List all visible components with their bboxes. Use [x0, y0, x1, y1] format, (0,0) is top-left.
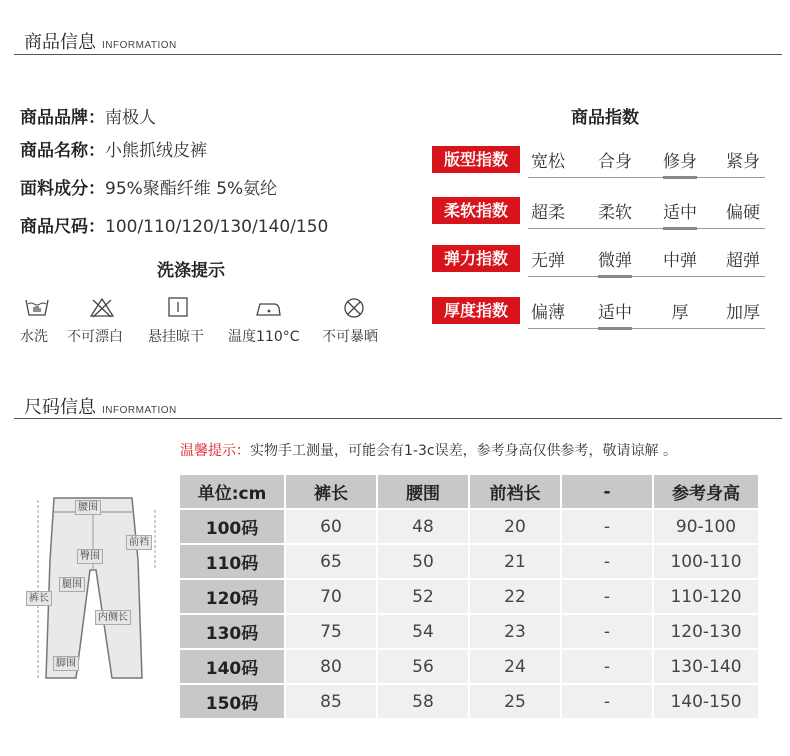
- table-cell: 24: [469, 649, 561, 684]
- divider: [14, 418, 782, 419]
- table-cell: 23: [469, 614, 561, 649]
- table-cell: -: [561, 509, 653, 544]
- table-row: [179, 614, 759, 649]
- table-header-row: [179, 474, 759, 509]
- index-option: 超柔: [531, 203, 565, 223]
- table-cell: 25: [469, 684, 561, 719]
- no-bleach-icon: [89, 296, 115, 318]
- index-option: 合身: [598, 152, 632, 172]
- index-option: 修身: [663, 152, 697, 172]
- iron-icon: [254, 298, 282, 318]
- size-label-cell: 110码: [179, 544, 285, 579]
- index-option: 无弹: [531, 251, 565, 271]
- table-cell: 110-120: [653, 579, 759, 614]
- table-row: [179, 649, 759, 684]
- wash-label: 不可暴晒: [322, 329, 378, 345]
- section-subtitle: INFORMATION: [102, 40, 177, 51]
- table-cell: 140-150: [653, 684, 759, 719]
- table-header: 参考身高: [653, 474, 759, 509]
- measurement-tip: [180, 440, 677, 460]
- section-subtitle: INFORMATION: [102, 405, 177, 416]
- index-tag: 厚度指数: [432, 297, 520, 324]
- index-option: 适中: [663, 203, 697, 223]
- size-label-cell: 130码: [179, 614, 285, 649]
- hang-dry-icon: [167, 296, 189, 318]
- index-option: 适中: [598, 303, 632, 323]
- table-cell: -: [561, 684, 653, 719]
- table-cell: 52: [377, 579, 469, 614]
- table-cell: -: [561, 614, 653, 649]
- pants-label-front-rise: 前裆: [126, 535, 152, 550]
- index-option: 微弹: [598, 251, 632, 271]
- size-label-cell: 150码: [179, 684, 285, 719]
- table-cell: -: [561, 579, 653, 614]
- index-baseline: [528, 177, 765, 178]
- table-cell: 120-130: [653, 614, 759, 649]
- indices-title: 商品指数: [571, 108, 639, 128]
- index-baseline: [528, 228, 765, 229]
- section-title: 尺码信息: [24, 397, 96, 418]
- table-cell: 130-140: [653, 649, 759, 684]
- table-cell: 58: [377, 684, 469, 719]
- size-table: [178, 473, 760, 720]
- index-tag: 版型指数: [432, 146, 520, 173]
- pants-label-waist: 腰围: [75, 500, 101, 515]
- table-cell: 60: [285, 509, 377, 544]
- index-option: 超弹: [726, 251, 760, 271]
- index-tag: 柔软指数: [432, 197, 520, 224]
- info-material: 面料成分：95%聚酯纤维 5%氨纶: [20, 179, 278, 199]
- section-header-size-info: [24, 393, 177, 419]
- pants-label-hip: 臀围: [77, 549, 103, 564]
- index-selected-marker: [598, 275, 632, 278]
- index-option: 厚: [671, 303, 689, 323]
- pants-label-length: 裤长: [26, 591, 52, 606]
- table-cell: 20: [469, 509, 561, 544]
- table-header: 裤长: [285, 474, 377, 509]
- tip-text: 实物手工测量，可能会有1-3c误差，参考身高仅供参考，敬请谅解 。: [250, 443, 678, 459]
- index-option: 偏薄: [531, 303, 565, 323]
- table-cell: 21: [469, 544, 561, 579]
- table-cell: -: [561, 649, 653, 684]
- section-title: 商品信息: [24, 32, 96, 53]
- table-row: [179, 509, 759, 544]
- index-option: 柔软: [598, 203, 632, 223]
- size-label-cell: 140码: [179, 649, 285, 684]
- wash-label: 不可漂白: [67, 329, 123, 345]
- table-header: 单位:cm: [179, 474, 285, 509]
- index-selected-marker: [663, 176, 697, 179]
- no-sun-icon: [342, 296, 366, 320]
- table-row: [179, 579, 759, 614]
- index-option: 中弹: [663, 251, 697, 271]
- tip-label: 温馨提示：: [180, 443, 250, 459]
- table-cell: 22: [469, 579, 561, 614]
- wash-label: 悬挂晾干: [148, 329, 204, 345]
- info-name: 商品名称：小熊抓绒皮裤: [20, 141, 207, 161]
- size-label-cell: 120码: [179, 579, 285, 614]
- table-cell: 80: [285, 649, 377, 684]
- info-sizes: 商品尺码：100/110/120/130/140/150: [20, 217, 329, 237]
- table-cell: 54: [377, 614, 469, 649]
- index-selected-marker: [598, 327, 632, 330]
- table-header: -: [561, 474, 653, 509]
- wash-label: 水洗: [20, 329, 48, 345]
- size-label-cell: 100码: [179, 509, 285, 544]
- table-cell: 65: [285, 544, 377, 579]
- pants-label-hem: 脚围: [53, 656, 79, 671]
- index-option: 宽松: [531, 152, 565, 172]
- table-row: [179, 684, 759, 719]
- index-option: 加厚: [726, 303, 760, 323]
- index-option: 偏硬: [726, 203, 760, 223]
- index-baseline: [528, 276, 765, 277]
- info-brand: 商品品牌：南极人: [20, 108, 156, 128]
- pants-label-thigh: 腿围: [59, 577, 85, 592]
- index-baseline: [528, 328, 765, 329]
- divider: [14, 54, 782, 55]
- table-cell: 70: [285, 579, 377, 614]
- table-cell: 56: [377, 649, 469, 684]
- index-tag: 弹力指数: [432, 245, 520, 272]
- pants-label-inseam: 内侧长: [95, 610, 131, 625]
- hand-wash-icon: [24, 296, 50, 318]
- table-header: 前裆长: [469, 474, 561, 509]
- table-cell: 100-110: [653, 544, 759, 579]
- table-cell: 48: [377, 509, 469, 544]
- wash-label: 温度110°C: [228, 329, 300, 345]
- index-selected-marker: [663, 227, 697, 230]
- index-option: 紧身: [726, 152, 760, 172]
- table-cell: -: [561, 544, 653, 579]
- section-header-product-info: [24, 28, 177, 54]
- table-row: [179, 544, 759, 579]
- table-cell: 90-100: [653, 509, 759, 544]
- table-cell: 85: [285, 684, 377, 719]
- washing-title: 洗涤提示: [157, 261, 225, 281]
- table-header: 腰围: [377, 474, 469, 509]
- table-cell: 50: [377, 544, 469, 579]
- table-cell: 75: [285, 614, 377, 649]
